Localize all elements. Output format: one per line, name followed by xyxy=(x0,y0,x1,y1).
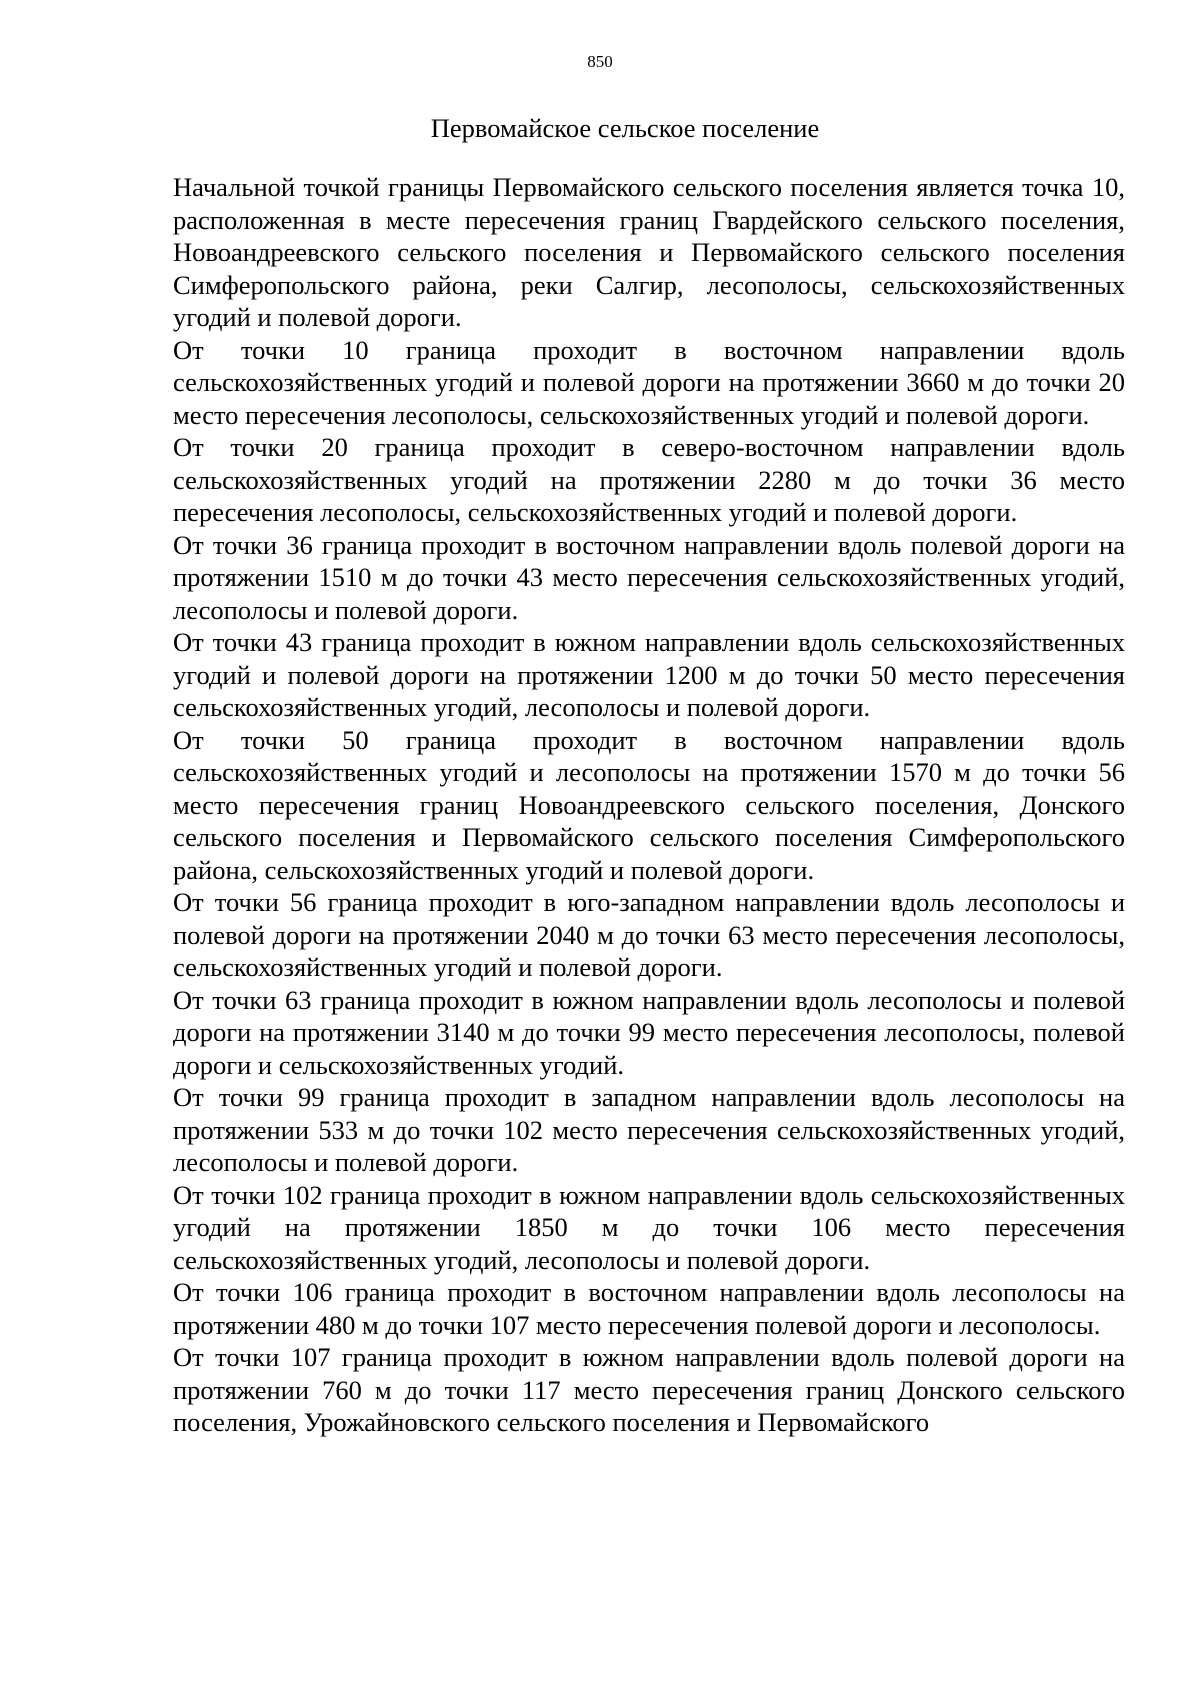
paragraph-11: От точки 106 граница проходит в восточном направлении вдоль лесополосы на протяжении 480 м до точки 107 место пересечения полевой дороги и лесополосы. xyxy=(173,1277,1125,1340)
document-title: Первомайское сельское поселение xyxy=(430,113,820,143)
paragraph-1: Начальной точкой границы Первомайского сельского поселения является точка 10, расположенная в месте пересечения границ Гвардейского сельского поселения, Новоандреевского сельского поселения и Первомайского сельского поселения Симферопольского района, реки Салгир, лесополосы, сельскохозяйственных угодий и полевой дороги. xyxy=(173,172,1125,332)
paragraph-8: От точки 63 граница проходит в южном направлении вдоль лесополосы и полевой дороги на протяжении 3140 м до точки 99 место пересечения лесополосы, полевой дороги и сельскохозяйственных угодий. xyxy=(173,984,1125,1080)
paragraph-9: От точки 99 граница проходит в западном направлении вдоль лесополосы на протяжении 533 м до точки 102 место пересечения сельскохозяйственных угодий, лесополосы и полевой дороги. xyxy=(173,1082,1125,1177)
paragraph-2: От точки 10 граница проходит в восточном направлении вдоль сельскохозяйственных угодий и полевой дороги на протяжении 3660 м до точки 20 место пересечения лесополосы, сельскохозяйственных угодий и полевой дороги. xyxy=(173,334,1125,430)
page-number: 850 xyxy=(587,52,613,71)
paragraph-3: От точки 20 граница проходит в северо-восточном направлении вдоль сельскохозяйственных угодий на протяжении 2280 м до точки 36 место пересечения лесополосы, сельскохозяйственных угодий и полевой дороги. xyxy=(173,432,1125,527)
paragraph-6: От точки 50 граница проходит в восточном направлении вдоль сельскохозяйственных угодий и лесополосы на протяжении 1570 м до точки 56 место пересечения границ Новоандреевского сельского поселения, Донского сельского поселения и Первомайского сельского поселения Симферопольского района, сельскохозяйственных угодий и полевой дороги. xyxy=(173,724,1125,885)
paragraph-4: От точки 36 граница проходит в восточном направлении вдоль полевой дороги на протяжении 1510 м до точки 43 место пересечения сельскохозяйственных угодий, лесополосы и полевой дороги. xyxy=(173,529,1125,625)
paragraph-7: От точки 56 граница проходит в юго-западном направлении вдоль лесополосы и полевой дороги на протяжении 2040 м до точки 63 место пересечения лесополосы, сельскохозяйственных угодий и полевой дороги. xyxy=(173,887,1125,982)
paragraph-5: От точки 43 граница проходит в южном направлении вдоль сельскохозяйственных угодий и полевой дороги на протяжении 1200 м до точки 50 место пересечения сельскохозяйственных угодий, лесополосы и полевой дороги. xyxy=(173,627,1125,722)
paragraph-12: От точки 107 граница проходит в южном направлении вдоль полевой дороги на протяжении 760 м до точки 117 место пересечения границ Донского сельского поселения, Урожайновского сельского поселения и Первомайского xyxy=(173,1342,1125,1437)
paragraph-10: От точки 102 граница проходит в южном направлении вдоль сельскохозяйственных угодий на протяжении 1850 м до точки 106 место пересечения сельскохозяйственных угодий, лесополосы и полевой дороги. xyxy=(173,1179,1125,1275)
document-body xyxy=(173,171,1125,1439)
